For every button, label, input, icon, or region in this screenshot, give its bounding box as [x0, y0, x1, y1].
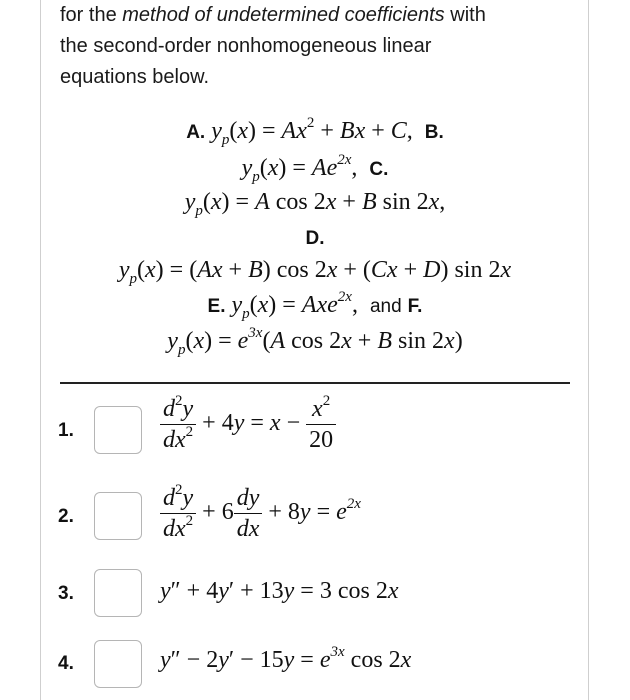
intro-line-2: the second-order nonhomogeneous linear — [60, 35, 432, 57]
question-4-number: 4. — [58, 653, 74, 674]
option-e-label: E. — [207, 296, 226, 317]
intro-text: for the — [60, 4, 123, 26]
option-d-label: D. — [305, 228, 325, 249]
question-3-equation: y″ + 4y′ + 13y = 3 cos 2x — [160, 578, 399, 604]
question-4-equation: $y'' - 2y' - 15y = e^{3x}$ cos 2x — [160, 644, 412, 673]
option-f-line: $y_p(x) = e^{3x}(A$ cos 2x + B sin 2x) — [167, 325, 463, 358]
intro-emphasis: method of undetermined coefficients — [122, 4, 445, 26]
divider — [60, 382, 570, 384]
right-border — [588, 0, 589, 700]
question-3-number: 3. — [58, 583, 74, 604]
option-c-label: C. — [369, 159, 389, 180]
question-2-equation: $\frac{d^2y}{dx^2}$ + 6 $\frac{dy}{dx}$ + $8y = e^{2x}$ — [160, 485, 361, 542]
question-3-answer-box[interactable] — [94, 569, 142, 617]
question-2-number: 2. — [58, 506, 74, 527]
intro-text: with — [444, 4, 486, 26]
question-1-equation: $\frac{d^2y}{dx^2}$ + 4y = x − $\frac{x^2}{20}$ — [160, 396, 336, 453]
option-b-line: $y_p(x) = Ae^{2x}$, C. — [241, 152, 389, 185]
instructions — [60, 0, 570, 93]
option-e-line: E. $y_p(x) = Axe^{2x}$, and F. — [207, 289, 423, 322]
option-a-label: A. — [186, 122, 206, 143]
intro-line-1 — [60, 0, 570, 31]
option-b-label: B. — [424, 122, 444, 143]
option-d-line: $y_p(x) = (Ax + B)$ cos 2x + (Cx + D) sin 2x — [118, 257, 512, 287]
question-1-answer-box[interactable] — [94, 406, 142, 454]
option-f-label: F. — [407, 296, 423, 317]
intro-line-3: equations below. — [60, 66, 210, 88]
left-border — [40, 0, 41, 700]
option-d-label-line — [60, 228, 570, 250]
question-1-number: 1. — [58, 420, 74, 441]
question-2-answer-box[interactable] — [94, 492, 142, 540]
question-4-answer-box[interactable] — [94, 640, 142, 688]
and-word: and — [369, 296, 402, 317]
option-c-line: $y_p(x) = A$ cos 2x + B sin 2x, — [184, 189, 446, 219]
option-a-line: A. $y_p(x) = Ax^2 + Bx + C$, B. — [186, 115, 444, 148]
